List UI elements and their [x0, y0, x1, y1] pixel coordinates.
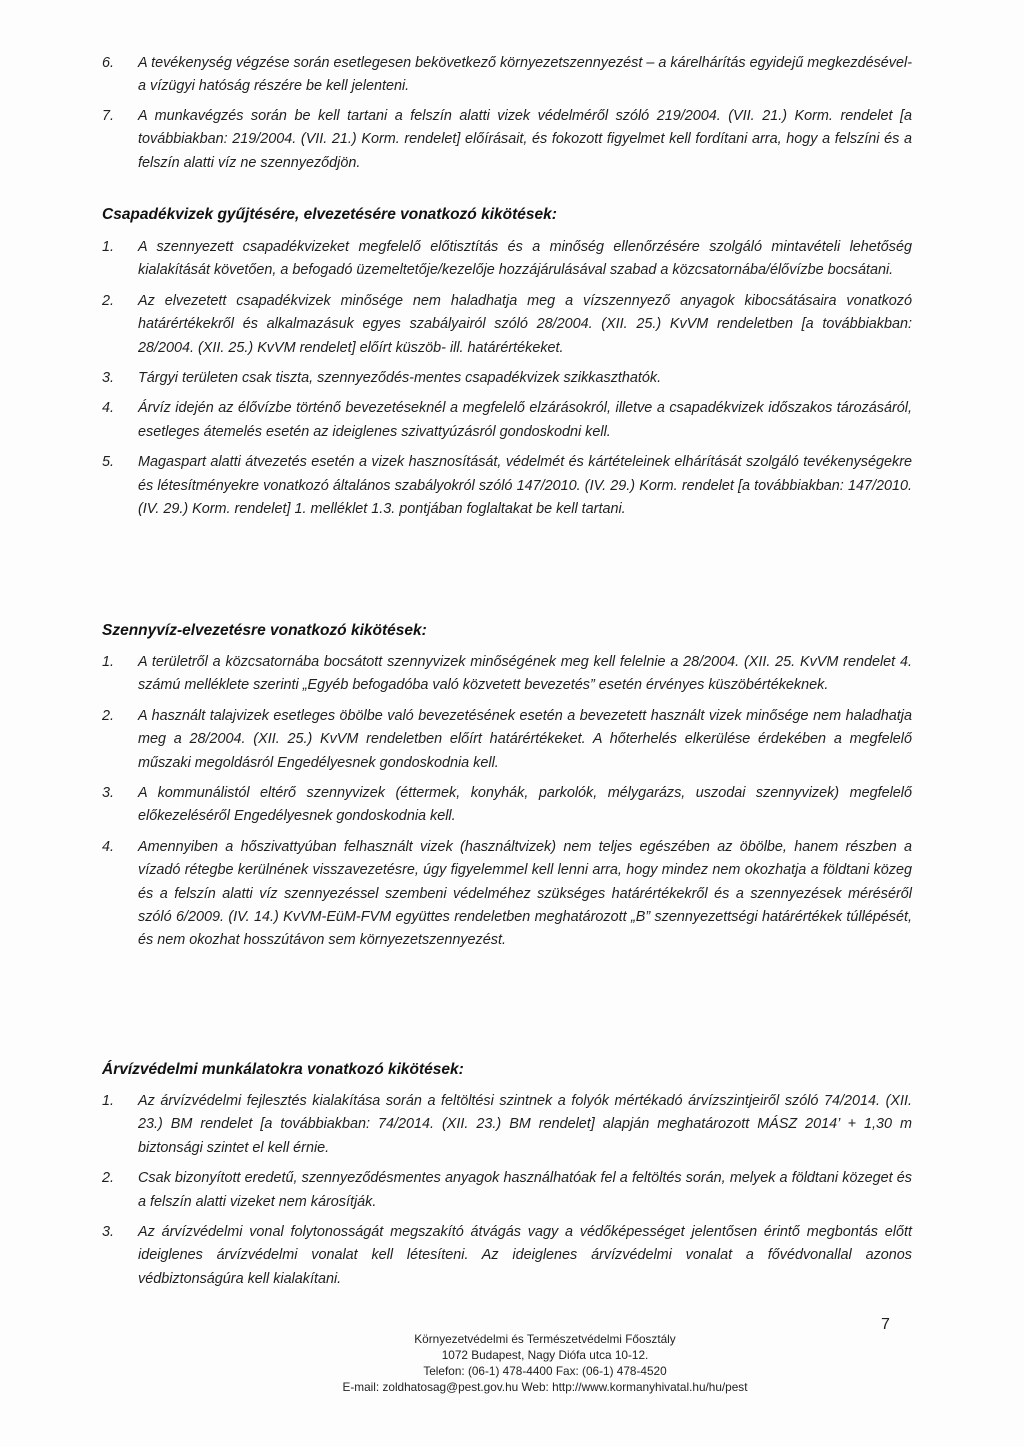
- list-item: [102, 782, 912, 829]
- footer-address: 1072 Budapest, Nagy Diófa utca 10-12.: [441, 1348, 649, 1362]
- section-heading: Árvízvédelmi munkálatokra vonatkozó kikötések:: [102, 1061, 464, 1078]
- item-number: 2.: [102, 707, 115, 724]
- item-number: 1.: [102, 1093, 115, 1109]
- item-number: 4.: [102, 838, 115, 855]
- item-number: 3.: [102, 1224, 115, 1241]
- item-number: 7.: [102, 107, 115, 124]
- item-text: Az árvízvédelmi vonal folytonosságát megszakító átvágás vagy a védőképességet jelentősen érintő megbontás előtt ideiglenes árvízvédelmi vonalat kell létesíteni. Az ideiglenes árvízvédelmi vonalat a fővédvonallal azonos védbiztonságúra kell kialakítani.: [138, 1224, 912, 1287]
- page-number: 7: [881, 1316, 890, 1333]
- list-item: [102, 705, 912, 775]
- item-text: Az elvezetett csapadékvizek minősége nem haladhatja meg a vízszennyező anyagok kibocsátásaira vonatkozó határértékekről és alkalmazásuk egyes szabályairól szóló 28/2004. (XII. 25.) KvVM rendeletben [a továbbiakban: 28/2004. (XII. 25.) KvVM rendelet] előírt küszöb- ill. határértékeket.: [138, 292, 912, 356]
- item-text: A szennyezett csapadékvizeket megfelelő előtisztítás és a minőség ellenőrzésére szolgáló mintavételi lehetőség kialakítását követően, a befogadó üzemeltetője/kezelője hozzájárulásával szabad a közcsatornába/élővízbe bocsátani.: [138, 239, 912, 279]
- footer-email-web: E-mail: zoldhatosag@pest.gov.hu Web: http://www.kormanyhivatal.hu/hu/pest: [342, 1380, 748, 1394]
- item-text: Árvíz idején az élővízbe történő bevezetéseknél a megfelelő elzárásokról, illetve a csapadékvizek időszakos tározásáról, esetleges átemelés esetén az ideiglenes szivattyúzásról gondoskodni kell.: [138, 400, 912, 440]
- footer-department: Környezetvédelmi és Természetvédelmi Főosztály: [414, 1332, 676, 1346]
- section-heading: Csapadékvizek gyűjtésére, elvezetésére vonatkozó kikötések:: [102, 206, 557, 223]
- list-item: [102, 1221, 912, 1291]
- list-item: [102, 836, 912, 953]
- list-item: [102, 1090, 912, 1160]
- item-number: 3.: [102, 370, 115, 387]
- footer: [280, 1331, 810, 1395]
- list-item: [102, 397, 912, 444]
- item-number: 3.: [102, 785, 115, 802]
- item-text: Tárgyi területen csak tiszta, szennyeződés-mentes csapadékvizek szikkaszthatók.: [138, 370, 662, 387]
- section-list: [102, 651, 912, 953]
- item-number: 5.: [102, 454, 115, 471]
- footer-phone-fax: Telefon: (06-1) 478-4400 Fax: (06-1) 478-4520: [423, 1364, 667, 1378]
- list-item: [102, 451, 912, 521]
- section-heading: Szennyvíz-elvezetésre vonatkozó kikötések:: [102, 622, 427, 639]
- top-list: [102, 52, 912, 175]
- list-item: [102, 236, 912, 283]
- section-list: [102, 236, 912, 521]
- item-text: A munkavégzés során be kell tartani a felszín alatti vizek védelméről szóló 219/2004. (VII. 21.) Korm. rendelet [a továbbiakban: 219/2004. (VII. 21.) Korm. rendelet] előírásait, és fokozott figyelmet kell fordítani arra, hogy a felszíni és a felszín alatti víz ne szennyeződjön.: [138, 107, 912, 171]
- item-text: A használt talajvizek esetleges öbölbe való bevezetésének esetén a bevezetett használt vizek minősége nem haladhatja meg a 28/2004. (XII. 25.) KvVM rendeletben előírt határértékeket. A hőterhelés elkerülése érdekében a megfelelő műszaki megoldásról Engedélyesnek gondoskodnia kell.: [138, 707, 912, 771]
- list-item: [102, 367, 912, 390]
- item-number: 2.: [102, 292, 115, 309]
- item-text: A tevékenység végzése során esetlegesen bekövetkező környezetszennyezést – a kárelhárítás egyidejű megkezdésével- a vízügyi hatóság részére be kell jelenteni.: [138, 55, 912, 95]
- item-text: Csak bizonyított eredetű, szennyeződésmentes anyagok használhatóak fel a feltöltés során, melyek a földtani közeget és a felszín alatti vizeket nem károsítják.: [138, 1170, 912, 1210]
- list-item: [102, 1167, 912, 1214]
- list-item: [102, 651, 912, 698]
- item-number: 2.: [102, 1170, 115, 1187]
- item-text: A területről a közcsatornába bocsátott szennyvizek minőségének meg kell felelnie a 28/2004. (XII. 25. KvVM rendelet 4. számú melléklete szerinti „Egyéb befogadóba való közvetett bevezetés” esetén érvényes küszöbértékeknek.: [138, 654, 912, 694]
- item-number: 6.: [102, 55, 115, 71]
- section-list: [102, 1090, 912, 1291]
- item-number: 4.: [102, 400, 115, 417]
- list-item: [102, 290, 912, 360]
- item-number: 1.: [102, 654, 115, 670]
- item-number: 1.: [102, 239, 115, 255]
- item-text: A kommunálistól eltérő szennyvizek (éttermek, konyhák, parkolók, mélygarázs, uszodai szennyvizek) megfelelő előkezeléséről Engedélyesnek gondoskodnia kell.: [138, 785, 912, 825]
- list-item: [102, 105, 912, 175]
- item-text: Az árvízvédelmi fejlesztés kialakítása során a feltöltési szintnek a folyók mértékadó árvízszintjeiről szóló 74/2014. (XII. 23.) BM rendelet [a továbbiakban: 74/2014. (XII. 23.) BM rendelet] alapján meghatározott MÁSZ 2014’ + 1,30 m biztonsági szintet el kell érnie.: [138, 1093, 912, 1156]
- item-text: Amennyiben a hőszivattyúban felhasznált vizek (használtvizek) nem teljes egészében az öbölbe, hanem részben a vízadó rétegbe kerülnének visszavezetésre, úgy figyelemmel kell lenni arra, hogy mindez nem okozhatja a földtani közeg és a felszín alatti víz szennyezéssel szembeni védelméhez szükséges határértékekről és a szennyezések méréséről szóló 6/2009. (IV. 14.) KvVM-EüM-FVM együttes rendeletben meghatározott „B” szennyezettségi határértékek túllépését, és nem okozhat hosszútávon sem környezetszennyezést.: [138, 838, 912, 949]
- item-text: Magaspart alatti átvezetés esetén a vizek hasznosítását, védelmét és kártételeinek elhárítását szolgáló tevékenységekre és létesítményekre vonatkozó általános szabályokról szóló 147/2010. (IV. 29.) Korm. rendelet [a továbbiakban: 147/2010. (IV. 29.) Korm. rendelet] 1. melléklet 1.3. pontjában foglaltakat be kell tartani.: [138, 454, 912, 518]
- list-item: [102, 52, 912, 99]
